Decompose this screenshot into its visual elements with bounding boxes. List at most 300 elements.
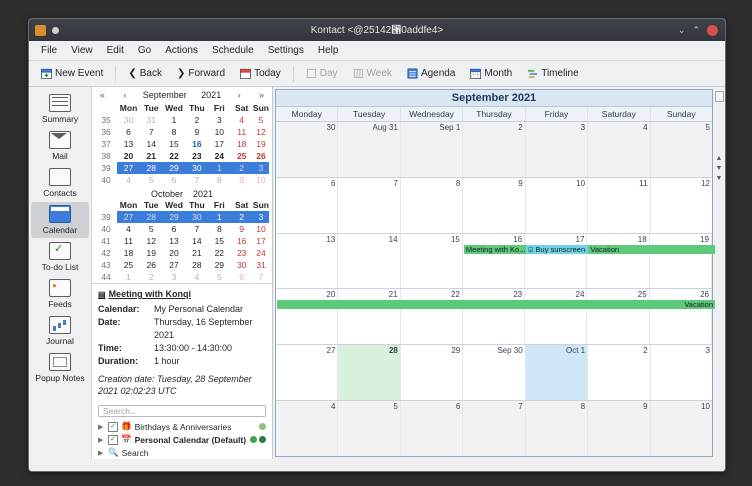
mini-day-cell[interactable]: 12 [146, 236, 157, 246]
day-cell[interactable] [338, 234, 400, 289]
mini-day-cell[interactable]: 6 [171, 224, 177, 234]
day-cell[interactable] [276, 234, 338, 289]
day-cell[interactable] [588, 345, 650, 400]
day-cell[interactable] [526, 122, 588, 177]
mini-day-cell[interactable]: 23 [192, 151, 202, 161]
chevron-right-icon[interactable]: ▶ [98, 423, 104, 431]
mini-day-cell[interactable]: 20 [169, 248, 179, 258]
app-icon [35, 25, 46, 36]
weekday-header-sunday: Sunday [666, 109, 696, 119]
window-menu-icon[interactable] [52, 27, 59, 34]
day-number: 13 [326, 234, 336, 244]
mini-weekday-sat: Sat [235, 103, 249, 113]
sidebar-label-todo: To-do List [41, 262, 79, 272]
day-cell[interactable] [587, 289, 649, 344]
mini-day-cell[interactable]: 18 [123, 248, 134, 258]
chevron-left-icon: ❮ [128, 68, 137, 79]
day-number: 4 [643, 123, 648, 132]
mini-day-cell[interactable]: 3 [253, 162, 269, 174]
day-number: 19 [700, 234, 709, 244]
mini-day-cell[interactable]: 2 [230, 211, 252, 223]
mini-day-cell[interactable]: 9 [194, 127, 200, 137]
day-label: Day [319, 68, 338, 79]
month-week-row [276, 234, 712, 290]
mini-week-number[interactable]: 40 [101, 175, 111, 185]
day-cell[interactable] [588, 178, 650, 233]
day-number: Sep 30 [497, 346, 523, 356]
weekday-header-wednesday: Wednesday [401, 107, 463, 121]
day-cell[interactable] [525, 289, 587, 344]
timeline-view-button[interactable] [521, 65, 584, 82]
menu-actions[interactable]: Actions [165, 45, 198, 56]
datenav-month2-label: October [150, 189, 183, 199]
day-number: 27 [326, 346, 336, 356]
mini-day-cell[interactable]: 20 [123, 151, 134, 161]
day-cell[interactable] [650, 234, 712, 289]
day-cell[interactable] [651, 122, 712, 177]
calendar-event[interactable] [464, 245, 528, 254]
mini-day-cell[interactable]: 14 [192, 236, 202, 246]
day-cell[interactable] [401, 122, 463, 177]
menu-settings[interactable]: Settings [267, 45, 304, 56]
day-number: 10 [576, 178, 586, 188]
mini-day-cell[interactable]: 2 [230, 162, 252, 174]
mini-weekday-sat: Sat [235, 200, 249, 210]
day-cell[interactable] [526, 345, 588, 400]
day-cell[interactable] [401, 289, 463, 344]
month-week-row [276, 122, 712, 178]
event-calendar-row [98, 303, 266, 316]
mini-weekday-wed: Wed [165, 103, 183, 113]
mini-weekday-fri: Fri [213, 200, 225, 210]
day-view-button[interactable] [300, 65, 344, 82]
calendar-icon: 📅 [121, 434, 132, 444]
day-number: 7 [393, 178, 398, 188]
day-cell[interactable] [401, 345, 463, 400]
day-number: 14 [388, 234, 398, 244]
event-type-icon: ☑ [528, 247, 534, 254]
month-label: Month [484, 68, 513, 79]
day-cell[interactable] [338, 178, 400, 233]
mini-day-cell[interactable]: 27 [117, 211, 140, 223]
event-duration-row [98, 355, 266, 368]
toolbar-separator-2 [293, 66, 294, 82]
mini-week-row [95, 114, 269, 126]
day-cell[interactable] [338, 401, 400, 456]
day-cell[interactable] [276, 289, 338, 344]
mini-day-cell[interactable]: 29 [163, 211, 186, 223]
mini-day-cell[interactable]: 7 [148, 127, 154, 137]
calendar-icon [49, 205, 71, 223]
day-cell[interactable] [401, 178, 463, 233]
scroll-up-icon[interactable]: ▲ [715, 155, 723, 162]
menu-go[interactable]: Go [137, 45, 152, 56]
mini-day-cell[interactable]: 25 [123, 260, 134, 270]
mini-week-number[interactable]: 38 [101, 151, 111, 161]
day-number: 18 [637, 234, 647, 244]
mini-day-cell[interactable]: 8 [216, 175, 222, 185]
mini-week-number[interactable]: 44 [101, 272, 111, 282]
sidebar-item-contacts[interactable] [31, 165, 89, 201]
mini-day-cell[interactable]: 18 [236, 139, 247, 149]
back-label: Back [139, 68, 162, 79]
mini-day-cell[interactable]: 28 [140, 211, 163, 223]
mini-day-cell[interactable]: 22 [169, 151, 179, 161]
day-cell[interactable] [651, 401, 712, 456]
mini-week-row [95, 259, 269, 271]
minimize-button[interactable]: ⌄ [677, 24, 686, 35]
event-calendar-label: Calendar: [98, 304, 140, 314]
sidebar-item-journal[interactable] [31, 313, 89, 349]
mini-day-cell[interactable]: 24 [214, 151, 225, 161]
mini-week-number[interactable]: 39 [101, 212, 111, 222]
mini-week-number[interactable]: 39 [101, 163, 111, 173]
menu-schedule[interactable]: Schedule [212, 45, 254, 56]
event-date-label: Date: [98, 317, 121, 327]
day-cell[interactable] [463, 345, 525, 400]
mini-day-cell[interactable]: 1 [208, 162, 230, 174]
datenav-year2-label: 2021 [193, 189, 214, 199]
notes-icon [49, 353, 71, 371]
mini-calendar-september[interactable] [95, 102, 269, 186]
mini-day-cell[interactable]: 1 [126, 272, 131, 282]
datenav-month-label[interactable]: September [142, 90, 187, 100]
day-cell[interactable] [650, 289, 712, 344]
status-bar [29, 459, 725, 471]
mini-day-cell[interactable]: 7 [194, 175, 200, 185]
weekday-header-tuesday: Tuesday [338, 107, 400, 121]
mini-day-cell[interactable]: 7 [194, 224, 200, 234]
mini-day-cell[interactable]: 5 [258, 115, 264, 125]
mini-week-number[interactable]: 35 [101, 115, 111, 125]
mini-day-cell[interactable]: 8 [216, 224, 222, 234]
mini-day-cell[interactable]: 22 [214, 248, 225, 258]
back-button[interactable] [122, 65, 168, 82]
day-cell[interactable] [401, 401, 463, 456]
splitter-handle[interactable] [715, 91, 724, 102]
scroll-more-icon[interactable]: ▼ [715, 175, 723, 182]
checkbox-personal[interactable]: ✓ [108, 435, 118, 445]
day-number: 22 [450, 290, 460, 300]
next-month-button[interactable]: › [237, 90, 241, 100]
mini-day-cell[interactable]: 29 [214, 260, 225, 270]
day-number: 6 [455, 402, 461, 412]
agenda-view-button[interactable] [401, 65, 461, 82]
event-label: Buy sunscreen [535, 244, 586, 254]
mini-calendar-october[interactable] [95, 199, 269, 283]
day-cell[interactable] [463, 234, 525, 289]
prev-year-button[interactable]: « [100, 90, 106, 100]
menu-help[interactable]: Help [317, 45, 339, 56]
mini-day-cell[interactable]: 11 [124, 236, 133, 246]
month-week-row [276, 345, 712, 401]
calendar-list-item-birthdays[interactable] [96, 420, 268, 433]
mini-week-number[interactable]: 41 [101, 236, 111, 246]
mini-day-cell[interactable]: 14 [146, 139, 157, 149]
day-number: 4 [330, 402, 336, 412]
calendar-event[interactable] [277, 300, 715, 309]
mini-week-row [95, 247, 269, 259]
mini-week-number[interactable]: 42 [101, 248, 111, 258]
weekday-header-friday: Friday [526, 107, 588, 121]
event-label: Meeting with Ko... [465, 244, 526, 254]
menu-file[interactable]: File [41, 45, 58, 56]
mini-day-cell[interactable]: 27 [169, 260, 179, 270]
calendar-list [92, 420, 272, 463]
event-time-row [98, 342, 266, 355]
forward-button[interactable] [171, 65, 231, 82]
datenav-year-label[interactable]: 2021 [201, 90, 222, 100]
day-cell[interactable] [338, 345, 400, 400]
mini-day-cell[interactable]: 4 [239, 115, 245, 125]
mini-day-cell[interactable]: 6 [126, 127, 131, 137]
plus-calendar-icon [41, 68, 52, 79]
event-icon: ▤ [98, 290, 106, 299]
mini-day-cell[interactable]: 30 [186, 211, 209, 223]
menu-edit[interactable]: Edit [106, 45, 124, 56]
mini-day-cell[interactable]: 12 [256, 127, 266, 137]
mini-day-cell[interactable]: 13 [123, 139, 134, 149]
mini-day-cell[interactable]: 1 [208, 211, 230, 223]
calendar-event[interactable] [526, 245, 590, 254]
day-cell[interactable] [463, 401, 525, 456]
mini-day-cell[interactable]: 16 [236, 236, 247, 246]
mini-day-cell[interactable]: 30 [186, 162, 209, 174]
day-cell[interactable] [588, 122, 650, 177]
month-view [275, 89, 713, 457]
sidebar-item-todo[interactable] [31, 239, 89, 275]
sidebar-label-journal: Journal [46, 336, 74, 346]
chevron-right-icon[interactable]: ▶ [98, 436, 104, 444]
day-cell[interactable] [651, 345, 712, 400]
day-number: Oct 1 [565, 346, 586, 356]
mini-day-cell[interactable]: 21 [192, 248, 202, 258]
mini-day-cell[interactable]: 26 [256, 151, 266, 161]
mini-day-cell[interactable]: 26 [146, 260, 157, 270]
mini-day-cell[interactable]: 29 [163, 162, 186, 174]
menu-view[interactable]: View [71, 45, 93, 56]
mini-weekday-wed: Wed [165, 200, 183, 210]
day-cell[interactable] [276, 122, 338, 177]
day-cell[interactable] [463, 178, 525, 233]
prev-month-button[interactable]: ‹ [123, 90, 127, 100]
mini-day-cell[interactable]: 31 [146, 115, 157, 125]
mini-day-cell[interactable]: 6 [171, 175, 177, 185]
weekday-header-monday: Monday [276, 107, 338, 121]
mini-day-cell[interactable]: 2 [148, 272, 154, 282]
mini-day-cell[interactable]: 2 [194, 115, 200, 125]
mini-weekday-sun: Sun [252, 103, 269, 113]
day-cell[interactable] [525, 234, 587, 289]
event-details-pane [92, 283, 272, 401]
week-icon [353, 68, 364, 79]
mini-day-cell[interactable]: 30 [236, 260, 247, 270]
mini-weekday-fri: Fri [213, 103, 225, 113]
day-cell[interactable] [463, 289, 525, 344]
mini-day-cell[interactable]: 1 [171, 115, 177, 125]
mini-week-row [95, 138, 269, 150]
mini-day-cell[interactable]: 16 [192, 139, 202, 149]
calendar-name-personal: Personal Calendar (Default) [134, 434, 247, 445]
scroll-down-icon[interactable]: ▼ [715, 165, 723, 172]
week-label: Week [366, 68, 392, 79]
close-button[interactable] [707, 25, 718, 36]
sidebar-item-feeds[interactable] [31, 276, 89, 312]
mini-day-cell[interactable]: 4 [126, 224, 131, 234]
day-number: 2 [518, 123, 523, 132]
day-number: 6 [330, 178, 336, 188]
mini-day-cell[interactable]: 15 [169, 139, 179, 149]
mini-day-cell[interactable]: 28 [192, 260, 202, 270]
day-cell[interactable] [526, 178, 588, 233]
mini-day-cell[interactable]: 21 [146, 151, 157, 161]
mini-week-number[interactable]: 37 [101, 139, 111, 149]
day-cell[interactable] [338, 122, 400, 177]
calendar-color-personal [250, 436, 266, 443]
mini-day-cell[interactable]: 5 [216, 272, 222, 282]
toolbar-separator-1 [115, 66, 116, 82]
sidebar-item-mail[interactable] [31, 128, 89, 164]
week-view-button[interactable] [347, 65, 398, 82]
maximize-button[interactable]: ⌃ [692, 24, 700, 35]
mini-week-row [95, 162, 269, 174]
calendar-event[interactable] [588, 245, 715, 254]
mini-day-cell[interactable]: 5 [148, 224, 154, 234]
today-button[interactable] [234, 65, 287, 82]
kontact-window [28, 18, 726, 472]
mini-week-row [95, 271, 269, 283]
month-grid[interactable] [276, 122, 712, 456]
mini-day-cell[interactable]: 19 [256, 139, 266, 149]
mini-day-cell[interactable]: 27 [117, 162, 140, 174]
mini-day-cell[interactable]: 25 [236, 151, 247, 161]
day-number: 16 [513, 234, 523, 244]
mini-day-cell[interactable]: 28 [140, 162, 163, 174]
sidebar-item-calendar[interactable] [31, 202, 89, 238]
chevron-right-icon[interactable]: ▶ [98, 449, 104, 457]
mini-day-cell[interactable]: 4 [126, 175, 131, 185]
checkbox-birthdays[interactable]: ✓ [108, 422, 118, 432]
calendar-list-item-search[interactable] [96, 446, 268, 459]
day-number: 23 [513, 290, 523, 300]
day-number: 9 [643, 402, 648, 412]
mini-weekday-thu: Thu [189, 103, 205, 113]
todo-icon [49, 242, 71, 260]
sidebar-item-summary[interactable] [31, 91, 89, 127]
event-time-value: 13:30:00 - 14:30:00 [154, 343, 233, 353]
mini-day-cell[interactable]: 5 [148, 175, 154, 185]
mini-day-cell[interactable]: 17 [256, 236, 266, 246]
day-cell[interactable] [276, 401, 338, 456]
event-title [98, 288, 266, 301]
mini-day-cell[interactable]: 11 [237, 127, 247, 137]
timeline-label: Timeline [541, 68, 579, 79]
event-duration-label: Duration: [98, 356, 138, 366]
search-input[interactable]: Search... [98, 405, 266, 417]
mini-day-cell[interactable]: 17 [214, 139, 225, 149]
mini-week-row [95, 174, 269, 186]
chevron-right-icon: ❯ [176, 68, 186, 79]
sidebar-item-popup-notes[interactable] [31, 350, 89, 386]
mini-weekday-mon: Mon [119, 103, 138, 113]
day-cell[interactable] [588, 401, 650, 456]
mini-week-row [95, 126, 269, 138]
mini-day-cell[interactable]: 8 [171, 127, 177, 137]
mini-day-cell[interactable]: 10 [256, 175, 266, 185]
gift-icon: 🎁 [121, 421, 132, 431]
timeline-icon [527, 68, 538, 79]
mini-week-col [95, 102, 117, 114]
calendar-list-item-personal[interactable] [96, 433, 268, 446]
mini-day-cell[interactable]: 4 [194, 272, 200, 282]
day-cell[interactable] [338, 289, 400, 344]
new-event-label: New Event [55, 68, 104, 79]
today-icon [240, 68, 251, 79]
day-cell[interactable] [526, 401, 588, 456]
journal-icon [49, 316, 71, 334]
mini-weekday-sun: Sun [252, 200, 269, 210]
mini-week-number[interactable]: 43 [101, 260, 111, 270]
mini-day-cell[interactable]: 9 [239, 175, 245, 185]
day-cell[interactable] [587, 234, 649, 289]
day-cell[interactable] [651, 178, 712, 233]
mini-calendar-october-wrap [95, 188, 269, 283]
month-view-button[interactable] [464, 65, 518, 82]
mini-day-cell[interactable]: 31 [256, 260, 266, 270]
day-cell[interactable] [401, 234, 463, 289]
mini-week-number[interactable]: 36 [101, 127, 111, 137]
day-number: Sep 1 [439, 123, 461, 132]
mini-day-cell[interactable]: 19 [146, 248, 157, 258]
date-navigator [92, 87, 272, 283]
mini-day-cell[interactable]: 23 [236, 248, 247, 258]
event-duration-value: 1 hour [154, 356, 180, 366]
mini-day-cell[interactable]: 3 [253, 211, 269, 223]
mini-day-cell[interactable]: 10 [256, 224, 266, 234]
day-cell[interactable] [276, 345, 338, 400]
mini-day-cell[interactable]: 15 [214, 236, 225, 246]
day-cell[interactable] [463, 122, 525, 177]
mini-day-cell[interactable]: 10 [214, 127, 225, 137]
sidebar-label-contacts: Contacts [43, 188, 77, 198]
mini-day-cell[interactable]: 24 [256, 248, 266, 258]
day-cell[interactable] [276, 178, 338, 233]
mini-day-cell[interactable]: 30 [123, 115, 134, 125]
mini-day-cell[interactable]: 7 [258, 272, 264, 282]
right-rail [713, 87, 725, 459]
sidebar-label-feeds: Feeds [48, 299, 72, 309]
mini-week-number[interactable]: 40 [101, 224, 111, 234]
mini-day-cell[interactable]: 9 [239, 224, 245, 234]
new-event-button[interactable] [35, 65, 109, 82]
summary-icon [49, 94, 71, 112]
month-week-row [276, 289, 712, 345]
day-number: 24 [575, 290, 585, 300]
mini-day-cell[interactable]: 3 [171, 272, 177, 282]
mini-week-row [95, 235, 269, 247]
next-year-button[interactable]: » [258, 90, 264, 100]
mini-day-cell[interactable]: 3 [216, 115, 222, 125]
mini-day-cell[interactable]: 13 [169, 236, 179, 246]
day-icon [306, 68, 317, 79]
event-label: Vacation [684, 300, 713, 310]
calendar-name-birthdays: Birthdays & Anniversaries [134, 421, 232, 432]
sidebar-label-popup-notes: Popup Notes [35, 373, 85, 383]
feeds-icon [49, 279, 71, 297]
day-number: 25 [637, 290, 647, 300]
agenda-icon [407, 68, 418, 79]
mini-day-cell[interactable]: 6 [239, 272, 245, 282]
